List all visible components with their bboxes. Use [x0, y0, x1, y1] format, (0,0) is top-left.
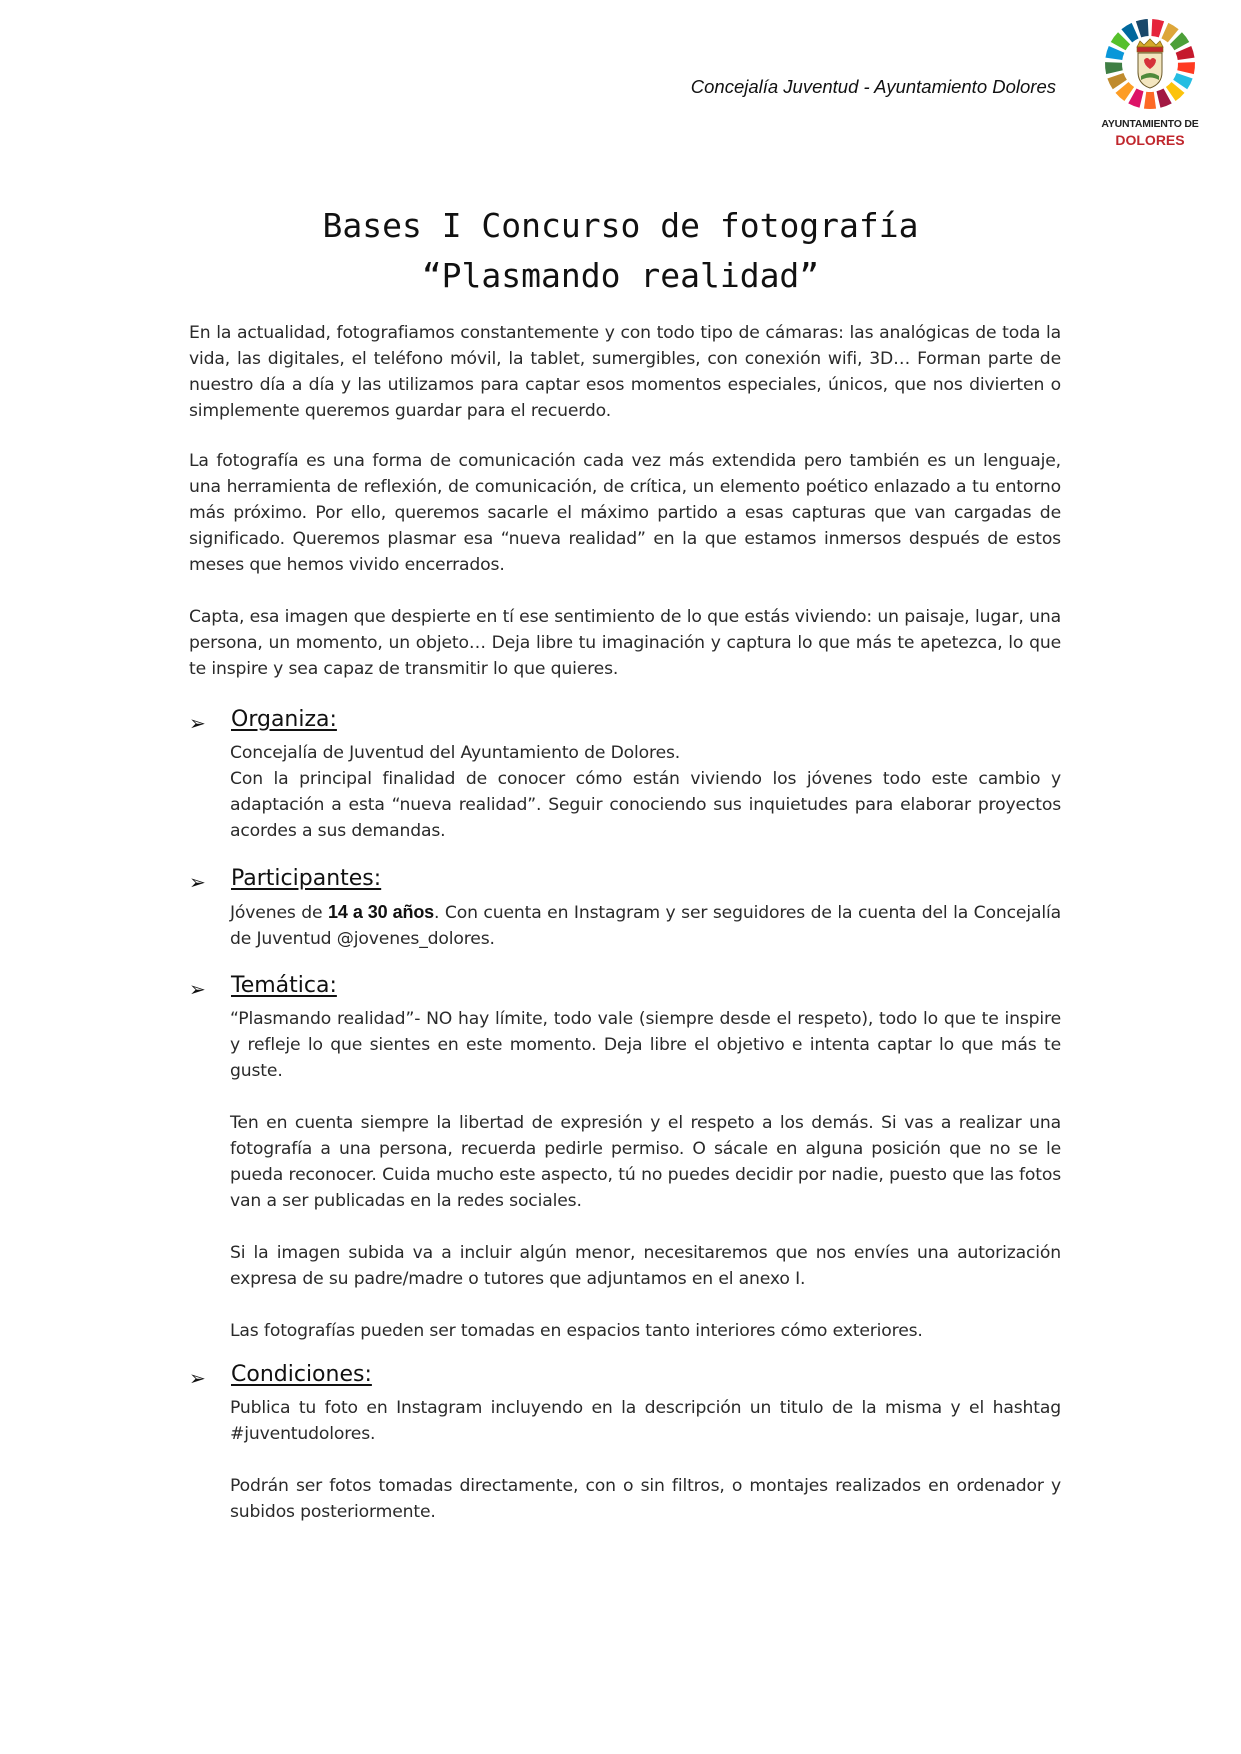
intro-paragraph-1: En la actualidad, fotografiamos constantemente y con todo tipo de cámaras: las analógicas de toda la vida, las digitales, el teléfono móvil, la tablet, sumergibles, con conexión wifi, 3D… Forman parte de nuestro día a día y las utilizamos para captar esos momentos especiales, únicos, que nos divierten o simplemente queremos guardar para el recuerdo.	[189, 323, 1061, 421]
participantes-paragraph	[230, 899, 1061, 952]
logo-text-ayuntamiento: AYUNTAMIENTO DE	[1101, 118, 1199, 130]
condiciones-paragraph-1: Publica tu foto en Instagram incluyendo en la descripción un titulo de la misma y el hashtag #juventudolores.	[230, 1398, 1061, 1444]
section-heading-label: Organiza:	[231, 707, 337, 732]
participantes-age-range: 14 a 30 años	[328, 902, 435, 922]
section-condiciones-heading	[189, 1362, 1069, 1396]
ayuntamiento-logo	[1095, 14, 1205, 154]
tematica-paragraph-2: Ten en cuenta siempre la libertad de expresión y el respeto a los demás. Si vas a realizar una fotografía a una persona, recuerda pedirle permiso. O sácale en alguna posición que no se le pueda reconocer. Cuida mucho este aspecto, tú no puedes decidir por nadie, puesto que las fotos van a ser publicadas en la redes sociales.	[230, 1113, 1061, 1211]
sdg-wheel-segment	[1177, 62, 1195, 74]
arrow-bullet-icon: ➢	[189, 870, 206, 894]
sdg-wheel-segment	[1151, 19, 1164, 37]
tematica-paragraph-1: “Plasmando realidad”- NO hay límite, todo vale (siempre desde el respeto), todo lo que te inspire y refleje lo que sientes en este momento. Deja libre el objetivo e intenta captar lo que más te guste.	[230, 1009, 1061, 1081]
document-title: Bases I Concurso de fotografía	[322, 206, 919, 245]
participantes-text-pre: Jóvenes de	[230, 903, 329, 923]
document-subtitle: “Plasmando realidad”	[421, 256, 820, 295]
sdg-wheel-segment	[1176, 46, 1195, 60]
page-header-org: Concejalía Juventud - Ayuntamiento Dolores	[690, 76, 1056, 97]
section-heading-label: Condiciones:	[231, 1362, 372, 1387]
sdg-wheel-segment	[1105, 46, 1124, 60]
section-participantes-heading	[189, 866, 1069, 900]
section-tematica-heading	[189, 973, 1069, 1007]
tematica-paragraph-3: Si la imagen subida va a incluir algún menor, necesitaremos que nos envíes una autorización expresa de su padre/madre o tutores que adjuntamos en el anexo I.	[230, 1243, 1061, 1289]
tematica-paragraph-4: Las fotografías pueden ser tomadas en espacios tanto interiores cómo exteriores.	[230, 1321, 923, 1341]
logo-text-dolores: DOLORES	[1115, 132, 1185, 148]
intro-paragraph-3: Capta, esa imagen que despierte en tí ese sentimiento de lo que estás viviendo: un paisaje, lugar, una persona, un momento, un objeto… Deja libre tu imaginación y captura lo que más te apetezca, lo que te inspire y sea capaz de transmitir lo que quieres.	[189, 607, 1061, 679]
arrow-bullet-icon: ➢	[189, 711, 206, 735]
participantes-text-post: . Con cuenta en Instagram y ser seguidores de la cuenta del la Concejalía de Juventud @jovenes_dolores.	[230, 903, 1061, 949]
organiza-paragraph-2: Con la principal finalidad de conocer cómo están viviendo los jóvenes todo este cambio y adaptación a esta “nueva realidad”. Seguir conociendo sus inquietudes para elaborar proyectos acordes a sus demandas.	[230, 769, 1061, 841]
condiciones-paragraph-2: Podrán ser fotos tomadas directamente, con o sin filtros, o montajes realizados en ordenador y subidos posteriormente.	[230, 1476, 1061, 1522]
organiza-paragraph-1: Concejalía de Juventud del Ayuntamiento de Dolores.	[230, 743, 681, 763]
intro-paragraph-2: La fotografía es una forma de comunicación cada vez más extendida pero también es un lenguaje, una herramienta de reflexión, de comunicación, de crítica, un elemento poético enlazado a tu entorno más próximo. Por ello, queremos sacarle el máximo partido a esas capturas que van cargadas de significado. Queremos plasmar esa “nueva realidad” en la que estamos inmersos después de estos meses que hemos vivido encerrados.	[189, 451, 1061, 575]
section-heading-label: Temática:	[231, 973, 337, 998]
arrow-bullet-icon: ➢	[189, 977, 206, 1001]
sdg-wheel-segment	[1144, 92, 1156, 109]
section-heading-label: Participantes:	[231, 866, 382, 891]
arrow-bullet-icon: ➢	[189, 1366, 206, 1390]
sdg-wheel-segment	[1136, 19, 1149, 37]
sdg-wheel-segment	[1105, 62, 1123, 74]
sdg-wheel-crest-icon	[1095, 14, 1205, 114]
section-organiza-heading	[189, 707, 1069, 741]
